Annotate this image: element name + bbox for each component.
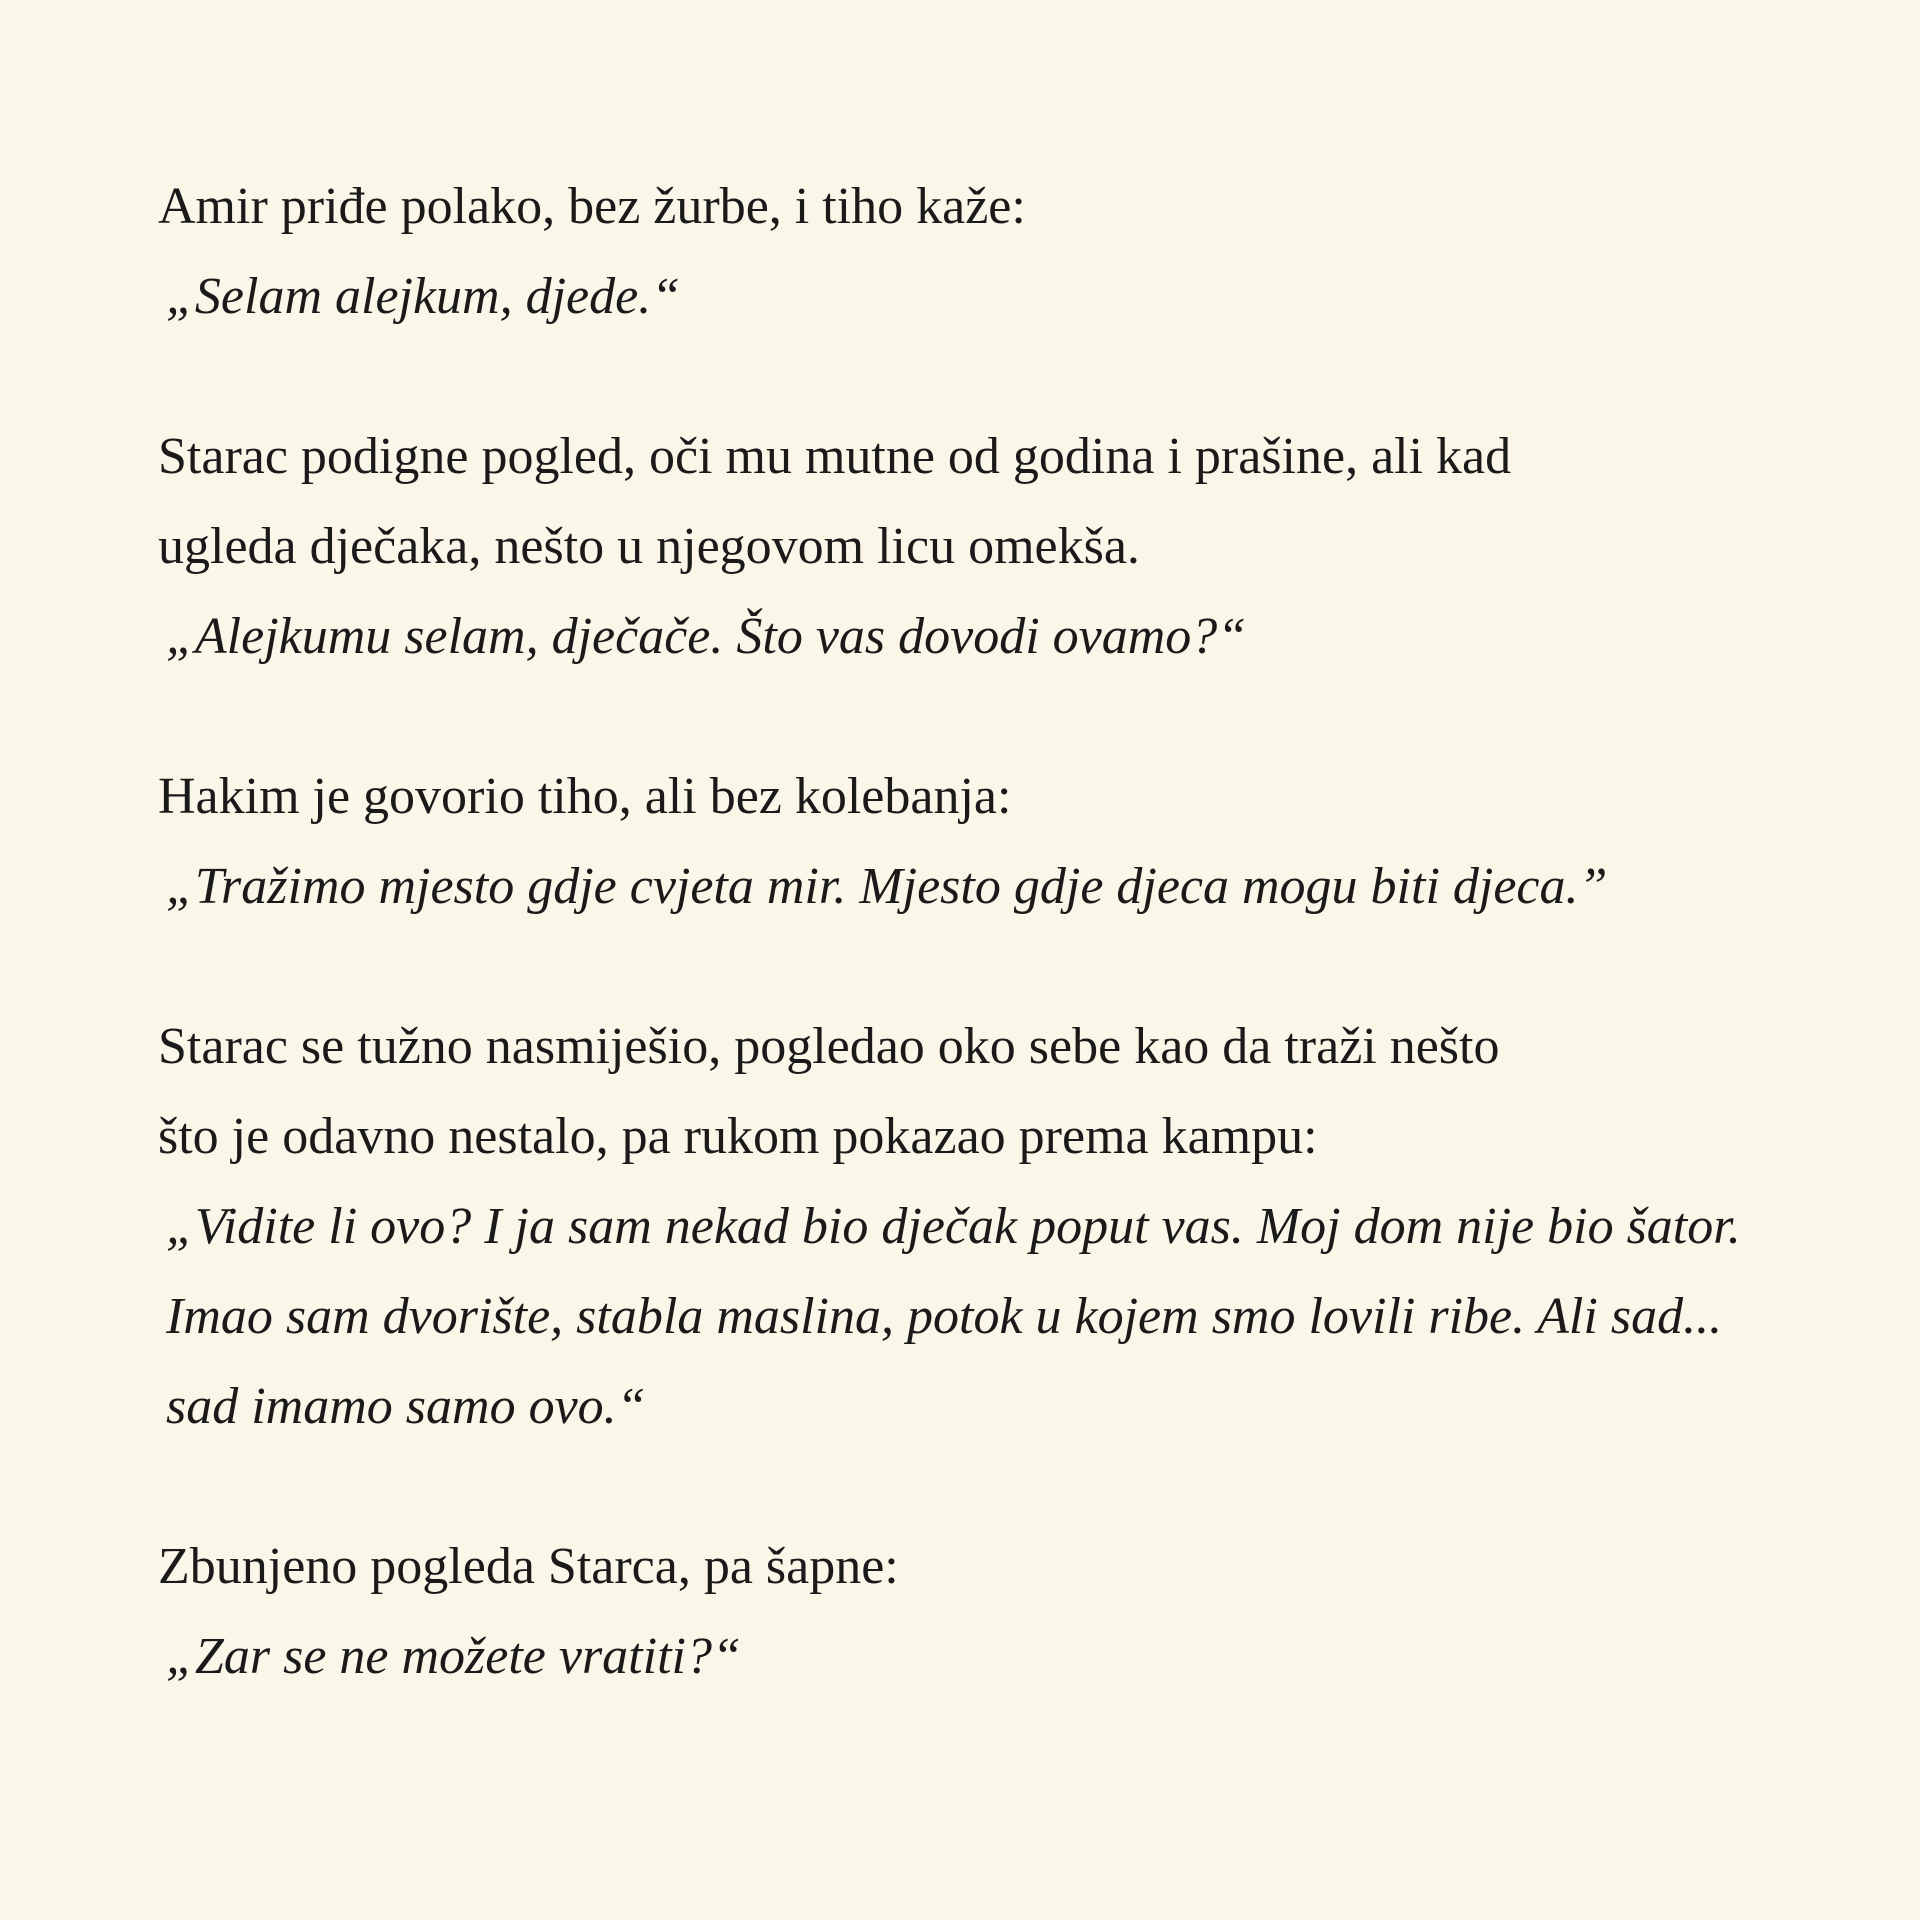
- narration-line: Amir priđe polako, bez žurbe, i tiho kaže:: [158, 178, 1026, 235]
- dialogue-line: „Zar se ne možete vratiti?“: [166, 1628, 741, 1685]
- narration-line: ugleda dječaka, nešto u njegovom licu omekša.: [158, 518, 1140, 575]
- paragraph: [158, 752, 1800, 932]
- dialogue-line: „Alejkumu selam, dječače. Što vas dovodi ovamo?“: [166, 608, 1247, 665]
- paragraph: [158, 162, 1800, 342]
- narration-line: Starac se tužno nasmiješio, pogledao oko sebe kao da traži nešto: [158, 1018, 1500, 1075]
- narration-line: što je odavno nestalo, pa rukom pokazao prema kampu:: [158, 1108, 1318, 1165]
- paragraph: [158, 412, 1800, 682]
- paragraph: [158, 1522, 1800, 1702]
- dialogue-line: „Selam alejkum, djede.“: [166, 268, 681, 325]
- narration-line: Zbunjeno pogleda Starca, pa šapne:: [158, 1538, 899, 1595]
- dialogue-line: Imao sam dvorište, stabla maslina, potok u kojem smo lovili ribe. Ali sad...: [166, 1288, 1723, 1345]
- dialogue-line: „Vidite li ovo? I ja sam nekad bio dječak poput vas. Moj dom nije bio šator.: [166, 1198, 1741, 1255]
- narration-line: Starac podigne pogled, oči mu mutne od godina i prašine, ali kad: [158, 428, 1512, 485]
- dialogue-line: sad imamo samo ovo.“: [166, 1378, 646, 1435]
- paragraph: [158, 1002, 1800, 1452]
- dialogue-line: „Tražimo mjesto gdje cvjeta mir. Mjesto gdje djeca mogu biti djeca.”: [166, 858, 1608, 915]
- narration-line: Hakim je govorio tiho, ali bez kolebanja:: [158, 768, 1012, 825]
